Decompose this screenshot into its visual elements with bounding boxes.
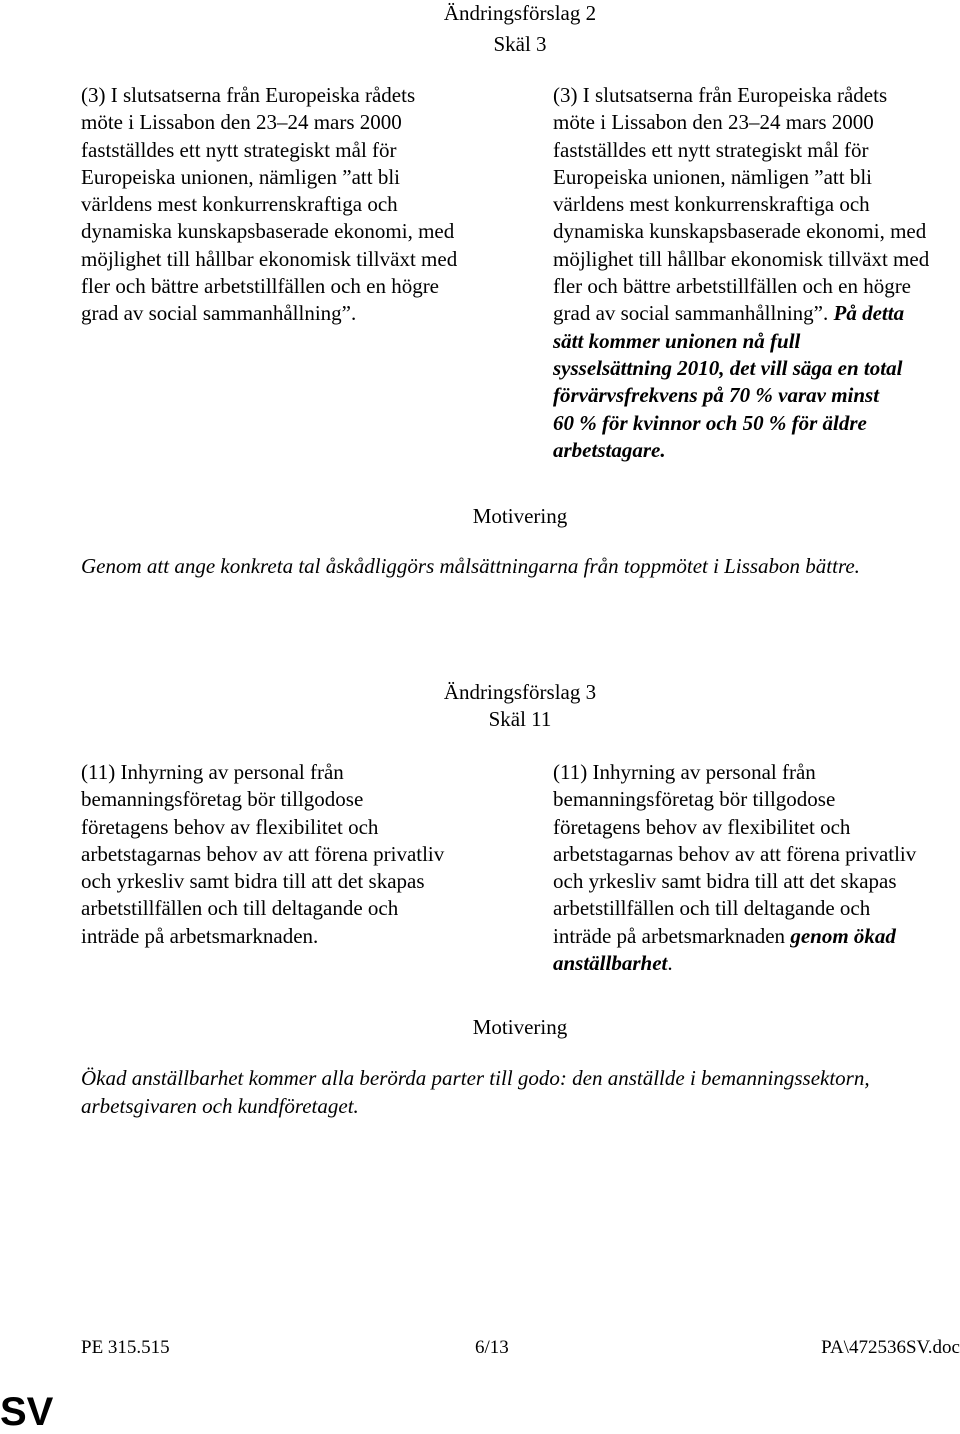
- amendment-3-motivation-text: Ökad anställbarhet kommer alla berörda parter till godo: den anställde i bemanningssektorn,: [81, 1066, 870, 1090]
- plain-text: .: [667, 951, 673, 976]
- text-line: arbetstillfällen och till deltagande och: [553, 896, 871, 921]
- text-line: fler och bättre arbetstillfällen och en högre: [553, 274, 912, 299]
- text-line: och yrkesliv samt bidra till att det skapas: [81, 869, 425, 894]
- text-line: företagens behov av flexibilitet och: [81, 814, 379, 839]
- added-text-line: sysselsättning 2010, det vill säga en total: [553, 355, 903, 380]
- text-line: Europeiska unionen, nämligen ”att bli: [81, 164, 400, 189]
- amendment-3-original-text: [81, 759, 511, 950]
- amendment-2-heading: Ändringsförslag 2: [443, 1, 597, 25]
- text-line: fler och bättre arbetstillfällen och en högre: [81, 274, 440, 299]
- text-line: möjlighet till hållbar ekonomisk tillväxt med: [553, 246, 930, 271]
- text-line: Europeiska unionen, nämligen ”att bli: [553, 164, 872, 189]
- amendment-3-motivation-heading: Motivering: [472, 1015, 568, 1039]
- plain-text: grad av social sammanhållning”.: [553, 301, 834, 326]
- text-line: inträde på arbetsmarknaden.: [81, 923, 319, 948]
- amendment-2-original-text: [81, 82, 511, 328]
- amendment-2-motivation-text: Genom att ange konkreta tal åskådliggörs målsättningarna från toppmötet i Lissabon bättre.: [81, 554, 860, 578]
- plain-text: inträde på arbetsmarknaden: [553, 923, 791, 948]
- added-text: genom ökad: [790, 923, 896, 948]
- text-line: [553, 950, 960, 977]
- text-line: dynamiska kunskapsbaserade ekonomi, med: [553, 219, 927, 244]
- text-line: arbetstagarnas behov av att förena privatliv: [553, 841, 917, 866]
- text-line: möjlighet till hållbar ekonomisk tillväxt med: [81, 246, 458, 271]
- text-line: bemanningsföretag bör tillgodose: [81, 787, 364, 812]
- text-line: bemanningsföretag bör tillgodose: [553, 787, 836, 812]
- text-line: möte i Lissabon den 23–24 mars 2000: [553, 110, 874, 135]
- amendment-3-subheading: Skäl 11: [488, 707, 552, 731]
- amendment-2-motivation-heading: Motivering: [472, 504, 568, 528]
- footer-page-number: 6/13: [475, 1337, 509, 1358]
- amendment-3-heading: Ändringsförslag 3: [443, 680, 597, 704]
- text-line: världens mest konkurrenskraftiga och: [81, 192, 398, 217]
- text-line: företagens behov av flexibilitet och: [553, 814, 851, 839]
- added-text: anställbarhet: [553, 951, 668, 976]
- text-line: (3) I slutsatserna från Europeiska rådets: [553, 83, 888, 107]
- text-line: fastställdes ett nytt strategiskt mål för: [81, 137, 397, 162]
- amendment-2-amended-text: [553, 82, 960, 464]
- added-text-line: förvärvsfrekvens på 70 % varav minst: [553, 383, 880, 408]
- amendment-3-amended-text: [553, 759, 960, 977]
- language-code: SV: [0, 1390, 54, 1434]
- text-line: arbetstillfällen och till deltagande och: [81, 896, 399, 921]
- added-text: På detta: [833, 301, 905, 326]
- added-text-line: 60 % för kvinnor och 50 % för äldre: [553, 410, 867, 435]
- amendment-2-subheading: Skäl 3: [493, 32, 547, 56]
- text-line: (3) I slutsatserna från Europeiska rådets: [81, 83, 416, 107]
- text-line: möte i Lissabon den 23–24 mars 2000: [81, 110, 402, 135]
- amendment-3-motivation-text: arbetsgivaren och kundföretaget.: [81, 1094, 359, 1118]
- text-line: grad av social sammanhållning”.: [81, 301, 357, 326]
- text-line: dynamiska kunskapsbaserade ekonomi, med: [81, 219, 455, 244]
- text-line: arbetstagarnas behov av att förena privatliv: [81, 841, 445, 866]
- text-line: och yrkesliv samt bidra till att det skapas: [553, 869, 897, 894]
- footer-reference: PE 315.515: [81, 1337, 170, 1358]
- footer-file-name: PA\472536SV.doc: [821, 1337, 960, 1358]
- text-line: [553, 923, 960, 950]
- added-text-line: arbetstagare.: [553, 437, 666, 462]
- text-line: världens mest konkurrenskraftiga och: [553, 192, 870, 217]
- text-line: [553, 300, 960, 327]
- text-line: (11) Inhyrning av personal från: [81, 760, 344, 784]
- text-line: (11) Inhyrning av personal från: [553, 760, 816, 784]
- text-line: fastställdes ett nytt strategiskt mål för: [553, 137, 869, 162]
- added-text-line: sätt kommer unionen nå full: [553, 328, 801, 353]
